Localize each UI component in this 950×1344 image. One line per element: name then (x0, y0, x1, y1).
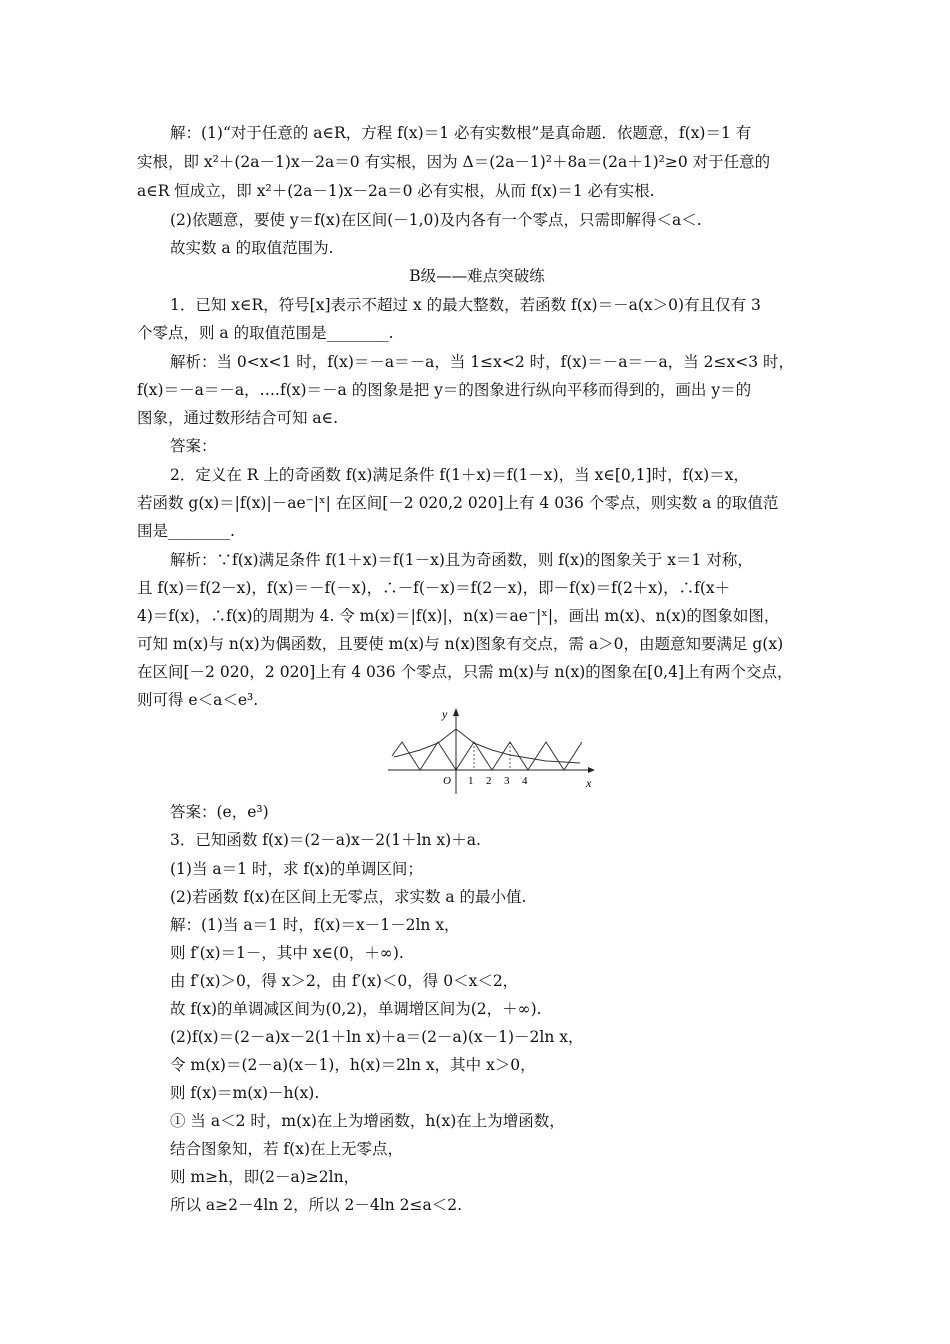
solution-line: 令 m(x)＝(2－a)(x－1)，h(x)＝2ln x，其中 x＞0， (170, 1056, 536, 1074)
solution-line: (2)f(x)＝(2－a)x－2(1＋ln x)＋a＝(2－a)(x－1)－2ln x， (170, 1028, 584, 1046)
problem-line: 2．定义在 R 上的奇函数 f(x)满足条件 f(1＋x)＝f(1－x)，当 x∈[0,1]时，f(x)＝x， (170, 466, 749, 484)
solution-line: (2)依题意，要使 y＝f(x)在区间(－1,0)及内各有一个零点，只需即解得＜a＜. (170, 211, 702, 229)
tick-label: 3 (504, 775, 510, 787)
curve-m-right (456, 742, 582, 770)
tick-label: 1 (468, 775, 474, 787)
y-axis-label: y (442, 707, 448, 721)
solution-line: 则 m≥h，即(2－a)≥2ln， (170, 1168, 360, 1186)
y-axis-arrow (453, 708, 459, 716)
answer-line: 答案： (170, 437, 217, 455)
tick-label: 2 (486, 775, 492, 787)
answer-line: 答案：(e，e³) (170, 803, 269, 821)
solution-line: 则 f(x)＝m(x)－h(x). (170, 1084, 320, 1102)
analysis-line: f(x)＝－a＝－a，….f(x)＝－a 的图象是把 y＝的图象进行纵向平移而得到的，画出 y＝的 (137, 381, 752, 399)
solution-line: a∈R 恒成立，即 x²＋(2a－1)x－2a＝0 必有实根，从而 f(x)＝1 必有实根. (137, 182, 655, 200)
tick-label: 4 (522, 775, 528, 787)
analysis-line: 图象，通过数形结合可知 a∈. (137, 409, 339, 427)
analysis-line: 解析：当 0<x<1 时，f(x)＝－a＝－a，当 1≤x<2 时，f(x)＝－a＝－a，当 2≤x<3 时， (170, 353, 794, 371)
solution-line: 则 f′(x)＝1－，其中 x∈(0，＋∞). (170, 944, 404, 962)
problem-line: 1．已知 x∈R，符号[x]表示不超过 x 的最大整数，若函数 f(x)＝－a(x＞0)有且仅有 3 (170, 296, 761, 314)
solution-line: 故实数 a 的取值范围为. (170, 239, 334, 257)
section-heading: B级——难点突破练 (409, 267, 545, 285)
solution-line: 故 f(x)的单调减区间为(0,2)，单调增区间为(2，＋∞). (170, 1000, 542, 1018)
origin-label: O (443, 775, 451, 787)
analysis-line: 在区间[－2 020，2 020]上有 4 036 个零点，只需 m(x)与 n(x)的图象在[0,4]上有两个交点， (137, 663, 793, 681)
analysis-line: 可知 m(x)与 n(x)为偶函数，且要使 m(x)与 n(x)图象有交点，需 a＞0，由题意知要满足 g(x) (137, 635, 784, 653)
problem-line: 3．已知函数 f(x)＝(2－a)x－2(1＋ln x)＋a. (170, 831, 481, 849)
solution-line: 解：(1)当 a＝1 时，f(x)＝x－1－2ln x， (170, 916, 460, 934)
x-axis-label: x (586, 776, 592, 790)
solution-line: 解：(1)“对于任意的 a∈R，方程 f(x)＝1 必有实数根”是真命题．依题意，f(x)＝1 有 (170, 124, 752, 142)
curve-n-left (394, 729, 456, 757)
problem-line: 若函数 g(x)＝|f(x)|－ae⁻|ˣ| 在区间[－2 020,2 020]上有 4 036 个零点，则实数 a 的取值范 (137, 494, 779, 512)
analysis-line: 解析：∵f(x)满足条件 f(1＋x)＝f(1－x)且为奇函数，则 f(x)的图象关于 x＝1 对称， (170, 551, 753, 569)
curve-n-right (456, 729, 580, 763)
analysis-line: 4)＝f(x)，∴f(x)的周期为 4. 令 m(x)＝|f(x)|，n(x)＝ae⁻|ˣ|，画出 m(x)、n(x)的图象如图， (137, 607, 780, 625)
solution-line: 实根，即 x²＋(2a－1)x－2a＝0 有实根，因为 Δ＝(2a－1)²＋8a＝(2a＋1)²≥0 对于任意的 (137, 153, 771, 171)
function-graph-figure (388, 704, 598, 796)
solution-line: 由 f′(x)＞0，得 x＞2，由 f′(x)＜0，得 0＜x＜2， (170, 972, 519, 990)
solution-line: 结合图象知，若 f(x)在上无零点， (170, 1140, 404, 1158)
problem-line: 个零点，则 a 的取值范围是________. (137, 324, 394, 342)
x-axis-arrow (588, 767, 595, 773)
solution-line: 所以 a≥2－4ln 2，所以 2－4ln 2≤a＜2. (170, 1196, 463, 1214)
problem-line: (2)若函数 f(x)在区间上无零点，求实数 a 的最小值. (170, 888, 527, 906)
curve-m-left (392, 742, 456, 770)
problem-line: 围是________. (137, 522, 235, 540)
analysis-line: 则可得 e＜a＜e³. (137, 691, 259, 709)
problem-line: (1)当 a＝1 时，求 f(x)的单调区间； (170, 860, 423, 878)
analysis-line: 且 f(x)＝f(2－x)，f(x)＝－f(－x)，∴－f(－x)＝f(2－x)，即－f(x)＝f(2＋x)，∴f(x＋ (137, 579, 731, 597)
solution-line: ① 当 a＜2 时，m(x)在上为增函数，h(x)在上为增函数， (170, 1112, 565, 1130)
